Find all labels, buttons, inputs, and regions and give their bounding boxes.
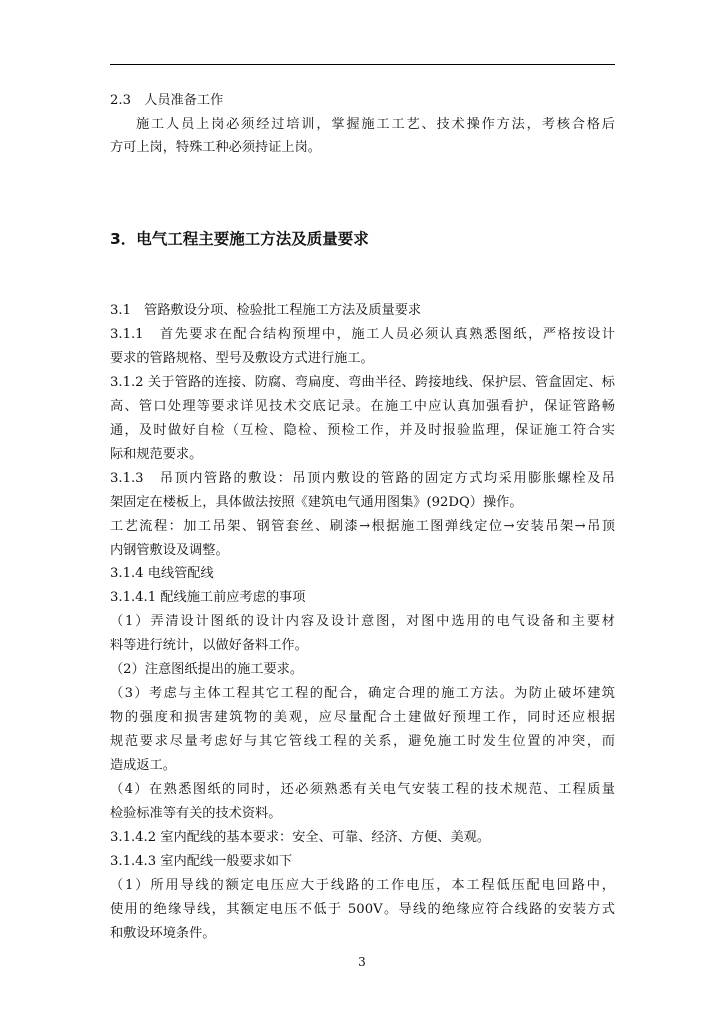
paragraph-line: 造成返工。: [110, 758, 176, 773]
paragraph-line: （4）在熟悉图纸的同时，还必须熟悉有关电气安装工程的技术规范、工程质量: [110, 782, 615, 797]
paragraph-line: 方可上岗，特殊工种必须持证上岗。: [110, 140, 321, 155]
paragraph-line: 通，及时做好自检（互检、隐检、预检工作，并及时报验监理，保证施工符合实: [110, 423, 615, 438]
paragraph-line: 3.1.2 关于管路的连接、防腐、弯扁度、弯曲半径、跨接地线、保护层、管盒固定、标: [110, 375, 615, 390]
section-3-title: 3．电气工程主要施工方法及质量要求: [110, 230, 369, 248]
subsection-3-1-4-heading: 3.1.4 电线管配线: [110, 566, 214, 581]
paragraph-line: 内钢管敷设及调整。: [110, 543, 229, 558]
page-number: 3: [358, 955, 366, 969]
paragraph-line: 物的强度和损害建筑物的美观，应尽量配合土建做好预埋工作，同时还应根据: [110, 710, 615, 725]
paragraph-line: 架固定在楼板上，具体做法按照《建筑电气通用图集》(92DQ）操作。: [110, 495, 523, 510]
paragraph-line: 和敷设环境条件。: [110, 926, 216, 941]
header-rule: [110, 64, 615, 65]
paragraph-line: （2）注意图纸提出的施工要求。: [110, 662, 304, 677]
paragraph-line: 使用的绝缘导线，其额定电压不低于 500V。导线的绝缘应符合线路的安装方式: [110, 902, 615, 917]
paragraph-line: 料等进行统计，以做好备料工作。: [110, 638, 308, 653]
subsection-3-1-4-1-heading: 3.1.4.1 配线施工前应考虑的事项: [110, 590, 306, 605]
paragraph-line: 3.1.3 吊顶内管路的敷设：吊顶内敷设的管路的固定方式均采用膨胀螺栓及吊: [110, 471, 615, 486]
section-2-3-heading: 2.3 人员准备工作: [110, 93, 224, 108]
paragraph-line: （1）弄清设计图纸的设计内容及设计意图，对图中选用的电气设备和主要材: [110, 614, 615, 629]
paragraph-line: 规范要求尽量考虑好与其它管线工程的关系，避免施工时发生位置的冲突，而: [110, 734, 615, 749]
paragraph-line: 工艺流程：加工吊架、钢管套丝、刷漆→根据施工图弹线定位→安装吊架→吊顶: [110, 519, 615, 534]
paragraph-line: 际和规范要求。: [110, 447, 203, 462]
paragraph-line: （1）所用导线的额定电压应大于线路的工作电压，本工程低压配电回路中，: [110, 878, 615, 893]
subsection-3-1-4-3-heading: 3.1.4.3 室内配线一般要求如下: [110, 854, 293, 869]
paragraph-line: 施工人员上岗必须经过培训，掌握施工工艺、技术操作方法，考核合格后: [136, 117, 615, 132]
paragraph-line: 要求的管路规格、型号及敷设方式进行施工。: [110, 351, 374, 366]
paragraph-line: 高、管口处理等要求详见技术交底记录。在施工中应认真加强看护，保证管路畅: [110, 399, 615, 414]
paragraph-line: 3.1.1 首先要求在配合结构预埋中，施工人员必须认真熟悉图纸，严格按设计: [110, 327, 615, 342]
paragraph-line: （3）考虑与主体工程其它工程的配合，确定合理的施工方法。为防止破坏建筑: [110, 686, 615, 701]
subsection-3-1-4-2-heading: 3.1.4.2 室内配线的基本要求：安全、可靠、经济、方便、美观。: [110, 830, 491, 845]
paragraph-line: 检验标准等有关的技术资料。: [110, 806, 282, 821]
subsection-3-1-heading: 3.1 管路敷设分项、检验批工程施工方法及质量要求: [110, 303, 422, 318]
